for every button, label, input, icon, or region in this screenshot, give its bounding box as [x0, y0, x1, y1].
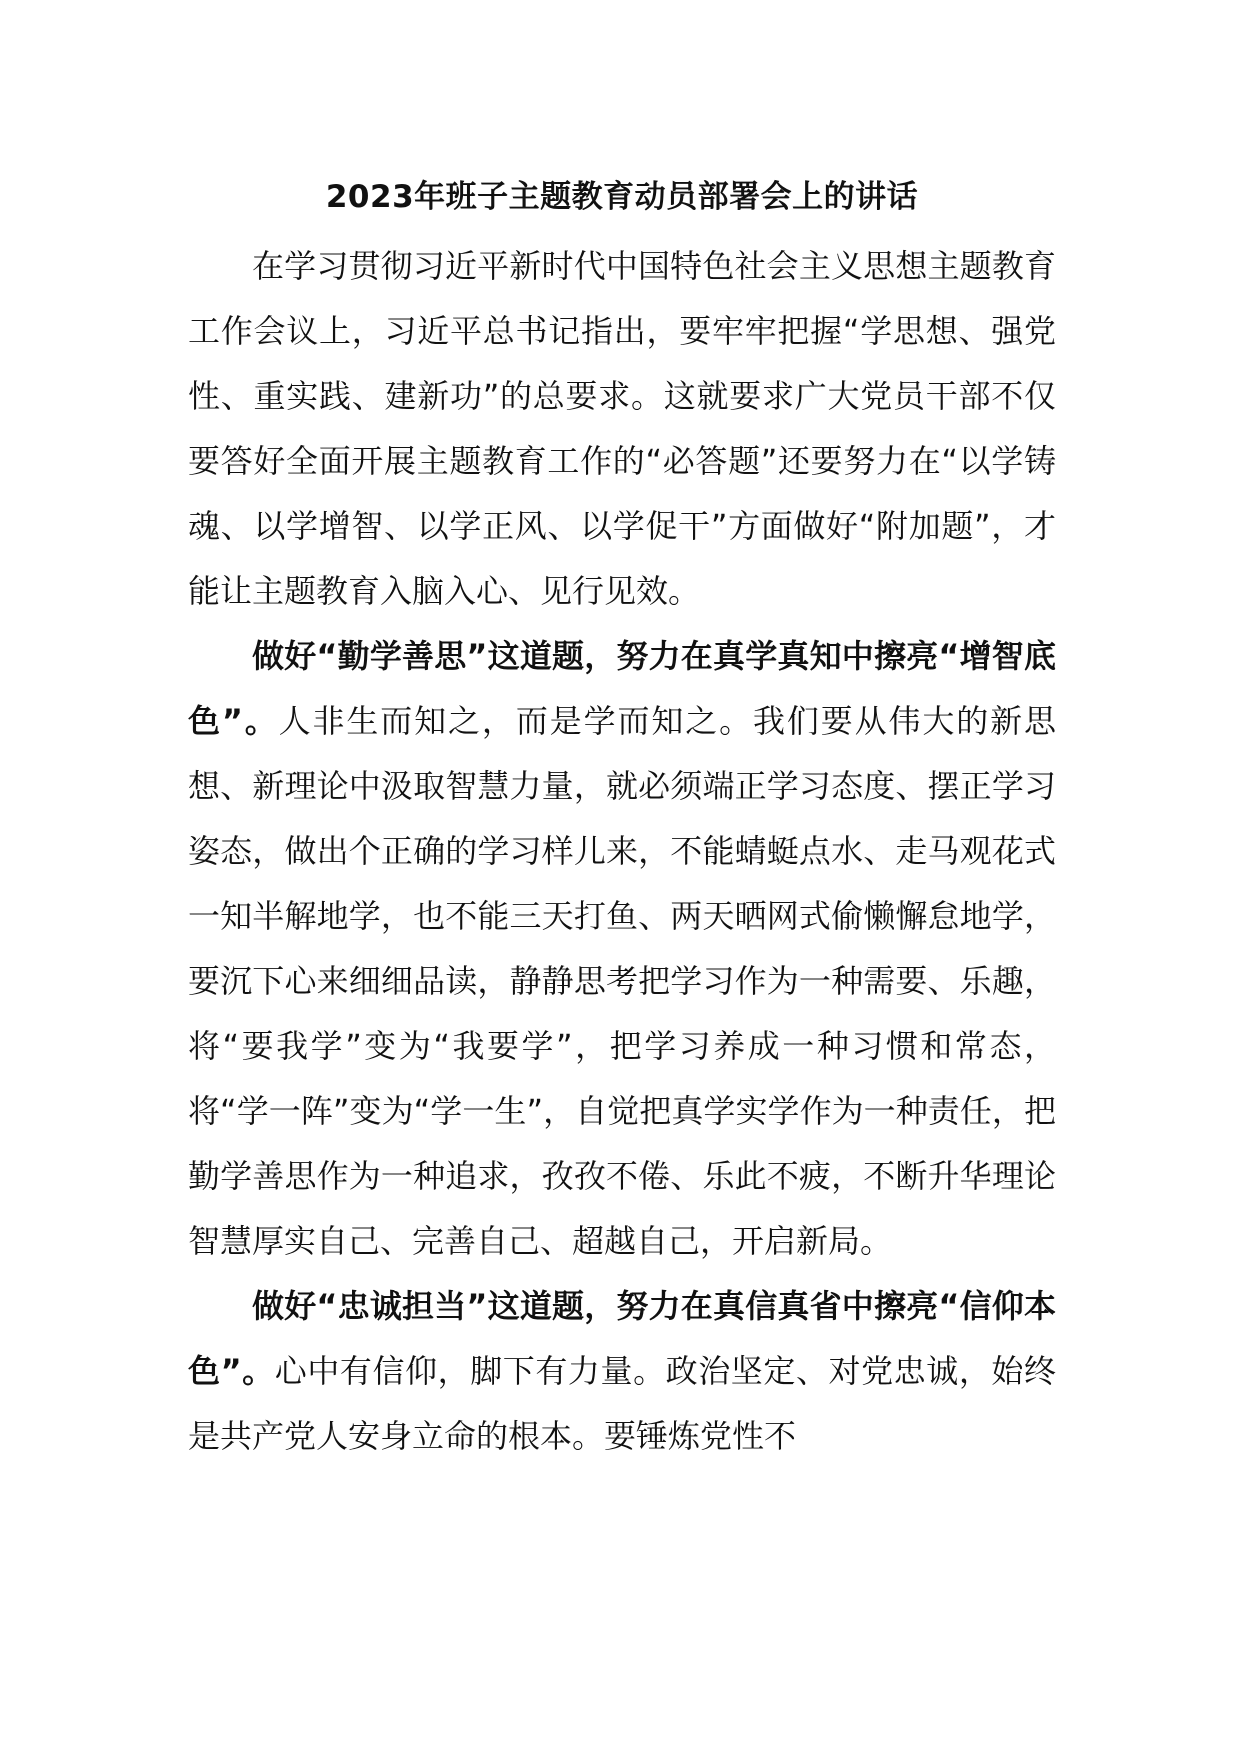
paragraph-loyalty [188, 1274, 1056, 1469]
paragraph-body: 人非生而知之，而是学而知之。我们要从伟大的新思想、新理论中汲取智慧力量，就必须端正学习态度、摆正学习姿态，做出个正确的学习样儿来，不能蜻蜓点水、走马观花式一知半解地学，也不能三天打鱼、两天晒网式偷懒懈怠地学，要沉下心来细细品读，静静思考把学习作为一种需要、乐趣，将“要我学”变为“我要学”，把学习养成一种习惯和常态，将“学一阵”变为“学一生”，自觉把真学实学作为一种责任，把勤学善思作为一种追求，孜孜不倦、乐此不疲，不断升华理论智慧厚实自己、完善自己、超越自己，开启新局。 [188, 702, 1056, 1260]
paragraph-lead: 做好“勤学善思”这道题，努力在真学真知中擦亮“增智底色”。 [188, 637, 1056, 740]
document-page [188, 168, 1056, 1469]
paragraph-body: 在学习贯彻习近平新时代中国特色社会主义思想主题教育工作会议上，习近平总书记指出，要牢牢把握“学思想、强党性、重实践、建新功”的总要求。这就要求广大党员干部不仅要答好全面开展主题教育工作的“必答题”还要努力在“以学铸魂、以学增智、以学正风、以学促干”方面做好“附加题”，才能让主题教育入脑入心、见行见效。 [188, 247, 1056, 610]
paragraph-diligent-study [188, 624, 1056, 1274]
paragraph-lead: 做好“忠诚担当”这道题，努力在真信真省中擦亮“信仰本色”。 [188, 1287, 1056, 1390]
paragraph-body: 心中有信仰，脚下有力量。政治坚定、对党忠诚，始终是共产党人安身立命的根本。要锤炼党性不 [188, 1352, 1056, 1455]
document-title: 2023年班子主题教育动员部署会上的讲话 [325, 179, 919, 215]
paragraph-intro [188, 234, 1056, 624]
